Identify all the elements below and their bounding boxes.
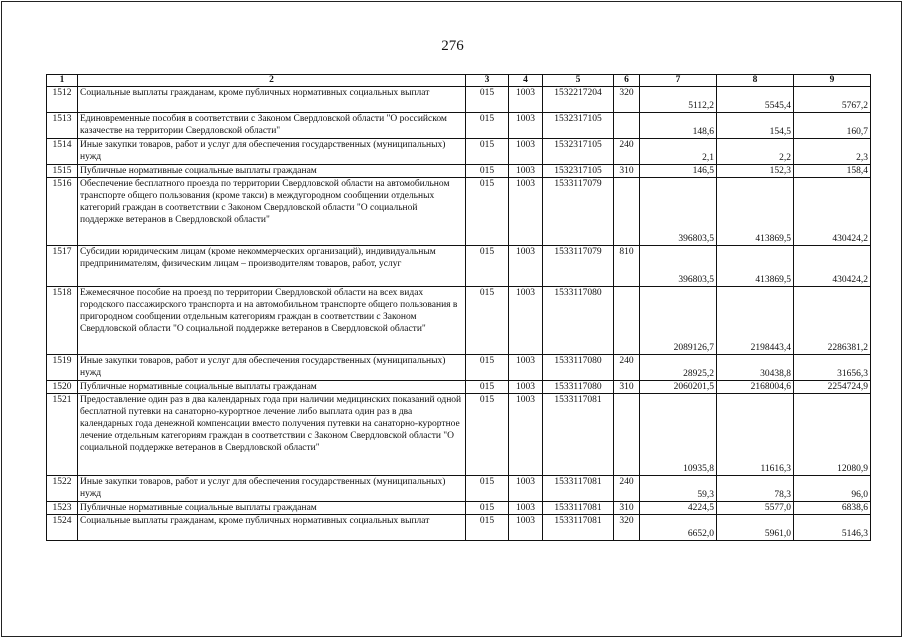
target-article-cell: 1533117080 [543, 381, 614, 394]
amount-year1-cell: 6652,0 [640, 515, 717, 541]
admin-code-cell: 015 [466, 178, 509, 246]
amount-year2-cell: 30438,8 [717, 355, 794, 381]
amount-year1-cell: 2,1 [640, 139, 717, 165]
header-cell: 3 [466, 75, 509, 87]
table-row [47, 476, 871, 502]
amount-year3-cell: 5767,2 [794, 87, 871, 113]
admin-code-cell: 015 [466, 394, 509, 476]
row-name-cell: Субсидии юридическим лицам (кроме некоммерческих организаций), индивидуальным предпринимателям, физическим лицам – производителям товаров, работ, услуг [78, 246, 466, 287]
table-row [47, 246, 871, 287]
page-number: 276 [441, 38, 464, 54]
amount-year3-cell: 2254724,9 [794, 381, 871, 394]
section-code-cell: 1003 [509, 502, 543, 515]
row-number-cell: 1516 [47, 178, 78, 246]
section-code-cell: 1003 [509, 287, 543, 355]
amount-year1-cell: 5112,2 [640, 87, 717, 113]
table-header [47, 75, 871, 87]
row-name-cell: Социальные выплаты гражданам, кроме публичных нормативных социальных выплат [78, 515, 466, 541]
amount-year2-cell: 11616,3 [717, 394, 794, 476]
target-article-cell: 1533117081 [543, 394, 614, 476]
row-number-cell: 1522 [47, 476, 78, 502]
header-row [47, 75, 871, 87]
row-number-cell: 1524 [47, 515, 78, 541]
table-row [47, 113, 871, 139]
admin-code-cell: 015 [466, 476, 509, 502]
expense-type-cell [614, 113, 640, 139]
row-number-cell: 1513 [47, 113, 78, 139]
amount-year1-cell: 28925,2 [640, 355, 717, 381]
amount-year3-cell: 430424,2 [794, 246, 871, 287]
row-name-cell: Социальные выплаты гражданам, кроме публичных нормативных социальных выплат [78, 87, 466, 113]
amount-year1-cell: 148,6 [640, 113, 717, 139]
expense-type-cell [614, 178, 640, 246]
table-row [47, 355, 871, 381]
table-row [47, 287, 871, 355]
target-article-cell: 1533117081 [543, 476, 614, 502]
expense-type-cell: 320 [614, 87, 640, 113]
target-article-cell: 1532317105 [543, 139, 614, 165]
row-name-cell: Публичные нормативные социальные выплаты гражданам [78, 165, 466, 178]
row-number-cell: 1517 [47, 246, 78, 287]
section-code-cell: 1003 [509, 394, 543, 476]
row-number-cell: 1520 [47, 381, 78, 394]
expense-type-cell: 320 [614, 515, 640, 541]
admin-code-cell: 015 [466, 246, 509, 287]
amount-year1-cell: 2060201,5 [640, 381, 717, 394]
admin-code-cell: 015 [466, 515, 509, 541]
expense-type-cell [614, 287, 640, 355]
amount-year2-cell: 2,2 [717, 139, 794, 165]
section-code-cell: 1003 [509, 165, 543, 178]
expense-type-cell: 310 [614, 381, 640, 394]
row-name-cell: Иные закупки товаров, работ и услуг для обеспечения государственных (муниципальных) нужд [78, 355, 466, 381]
target-article-cell: 1533117079 [543, 246, 614, 287]
expense-type-cell: 310 [614, 502, 640, 515]
expense-type-cell: 240 [614, 355, 640, 381]
amount-year3-cell: 160,7 [794, 113, 871, 139]
amount-year1-cell: 396803,5 [640, 178, 717, 246]
amount-year1-cell: 2089126,7 [640, 287, 717, 355]
admin-code-cell: 015 [466, 381, 509, 394]
expense-type-cell: 240 [614, 476, 640, 502]
admin-code-cell: 015 [466, 113, 509, 139]
expense-type-cell: 240 [614, 139, 640, 165]
row-name-cell: Предоставление один раз в два календарных года при наличии медицинских показаний одной бесплатной путевки на санаторно-курортное лечение либо выплата один раз в два календарных года денежной компенсации вместо получения путевки на санаторно-курортное лечение отдельным категориям граждан в соответствии с Законом Свердловской области "О социальной поддержке ветеранов в Свердловской области" [78, 394, 466, 476]
header-cell: 6 [614, 75, 640, 87]
amount-year2-cell: 413869,5 [717, 178, 794, 246]
section-code-cell: 1003 [509, 246, 543, 287]
amount-year3-cell: 96,0 [794, 476, 871, 502]
amount-year2-cell: 2198443,4 [717, 287, 794, 355]
row-number-cell: 1515 [47, 165, 78, 178]
table-row [47, 381, 871, 394]
section-code-cell: 1003 [509, 178, 543, 246]
row-number-cell: 1512 [47, 87, 78, 113]
row-name-cell: Иные закупки товаров, работ и услуг для обеспечения государственных (муниципальных) нужд [78, 476, 466, 502]
section-code-cell: 1003 [509, 113, 543, 139]
header-cell: 5 [543, 75, 614, 87]
amount-year3-cell: 12080,9 [794, 394, 871, 476]
amount-year2-cell: 5577,0 [717, 502, 794, 515]
amount-year3-cell: 6838,6 [794, 502, 871, 515]
row-name-cell: Публичные нормативные социальные выплаты гражданам [78, 381, 466, 394]
table-row [47, 178, 871, 246]
admin-code-cell: 015 [466, 165, 509, 178]
header-cell: 9 [794, 75, 871, 87]
amount-year2-cell: 78,3 [717, 476, 794, 502]
amount-year2-cell: 5961,0 [717, 515, 794, 541]
header-cell: 2 [78, 75, 466, 87]
row-name-cell: Обеспечение бесплатного проезда по территории Свердловской области на автомобильном транспорте общего пользования (кроме такси) в междугородном сообщении отдельных категорий граждан в соответствии с Законом Свердловской области "О социальной поддержке ветеранов в Свердловской области" [78, 178, 466, 246]
admin-code-cell: 015 [466, 355, 509, 381]
target-article-cell: 1533117081 [543, 515, 614, 541]
row-name-cell: Иные закупки товаров, работ и услуг для обеспечения государственных (муниципальных) нужд [78, 139, 466, 165]
amount-year1-cell: 4224,5 [640, 502, 717, 515]
amount-year1-cell: 396803,5 [640, 246, 717, 287]
amount-year3-cell: 2,3 [794, 139, 871, 165]
table-body [47, 87, 871, 541]
admin-code-cell: 015 [466, 502, 509, 515]
header-cell: 8 [717, 75, 794, 87]
row-number-cell: 1514 [47, 139, 78, 165]
target-article-cell: 1532317105 [543, 165, 614, 178]
amount-year1-cell: 10935,8 [640, 394, 717, 476]
section-code-cell: 1003 [509, 515, 543, 541]
section-code-cell: 1003 [509, 87, 543, 113]
amount-year2-cell: 2168004,6 [717, 381, 794, 394]
admin-code-cell: 015 [466, 87, 509, 113]
row-name-cell: Единовременные пособия в соответствии с Законом Свердловской области "О российском казачестве на территории Свердловской области" [78, 113, 466, 139]
table-row [47, 87, 871, 113]
expense-type-cell [614, 394, 640, 476]
row-name-cell: Публичные нормативные социальные выплаты гражданам [78, 502, 466, 515]
budget-table [46, 74, 871, 541]
header-cell: 4 [509, 75, 543, 87]
row-number-cell: 1523 [47, 502, 78, 515]
section-code-cell: 1003 [509, 355, 543, 381]
target-article-cell: 1533117079 [543, 178, 614, 246]
table-row [47, 394, 871, 476]
section-code-cell: 1003 [509, 476, 543, 502]
section-code-cell: 1003 [509, 381, 543, 394]
amount-year3-cell: 2286381,2 [794, 287, 871, 355]
admin-code-cell: 015 [466, 287, 509, 355]
header-cell: 7 [640, 75, 717, 87]
amount-year2-cell: 152,3 [717, 165, 794, 178]
amount-year2-cell: 413869,5 [717, 246, 794, 287]
row-number-cell: 1521 [47, 394, 78, 476]
row-number-cell: 1519 [47, 355, 78, 381]
amount-year3-cell: 31656,3 [794, 355, 871, 381]
expense-type-cell: 310 [614, 165, 640, 178]
target-article-cell: 1533117081 [543, 502, 614, 515]
amount-year3-cell: 5146,3 [794, 515, 871, 541]
target-article-cell: 1533117080 [543, 355, 614, 381]
amount-year2-cell: 5545,4 [717, 87, 794, 113]
admin-code-cell: 015 [466, 139, 509, 165]
amount-year3-cell: 430424,2 [794, 178, 871, 246]
table-row [47, 139, 871, 165]
section-code-cell: 1003 [509, 139, 543, 165]
target-article-cell: 1533117080 [543, 287, 614, 355]
target-article-cell: 1532217204 [543, 87, 614, 113]
row-name-cell: Ежемесячное пособие на проезд по территории Свердловской области на всех видах городского пассажирского транспорта и на автомобильном транспорте общего пользования в пригородном сообщении отдельным категориям граждан в соответствии с Законом Свердловской области "О социальной поддержке ветеранов в Свердловской области" [78, 287, 466, 355]
table-row [47, 515, 871, 541]
table-row [47, 165, 871, 178]
table-row [47, 502, 871, 515]
header-cell: 1 [47, 75, 78, 87]
amount-year1-cell: 146,5 [640, 165, 717, 178]
expense-type-cell: 810 [614, 246, 640, 287]
target-article-cell: 1532317105 [543, 113, 614, 139]
amount-year1-cell: 59,3 [640, 476, 717, 502]
row-number-cell: 1518 [47, 287, 78, 355]
amount-year3-cell: 158,4 [794, 165, 871, 178]
amount-year2-cell: 154,5 [717, 113, 794, 139]
